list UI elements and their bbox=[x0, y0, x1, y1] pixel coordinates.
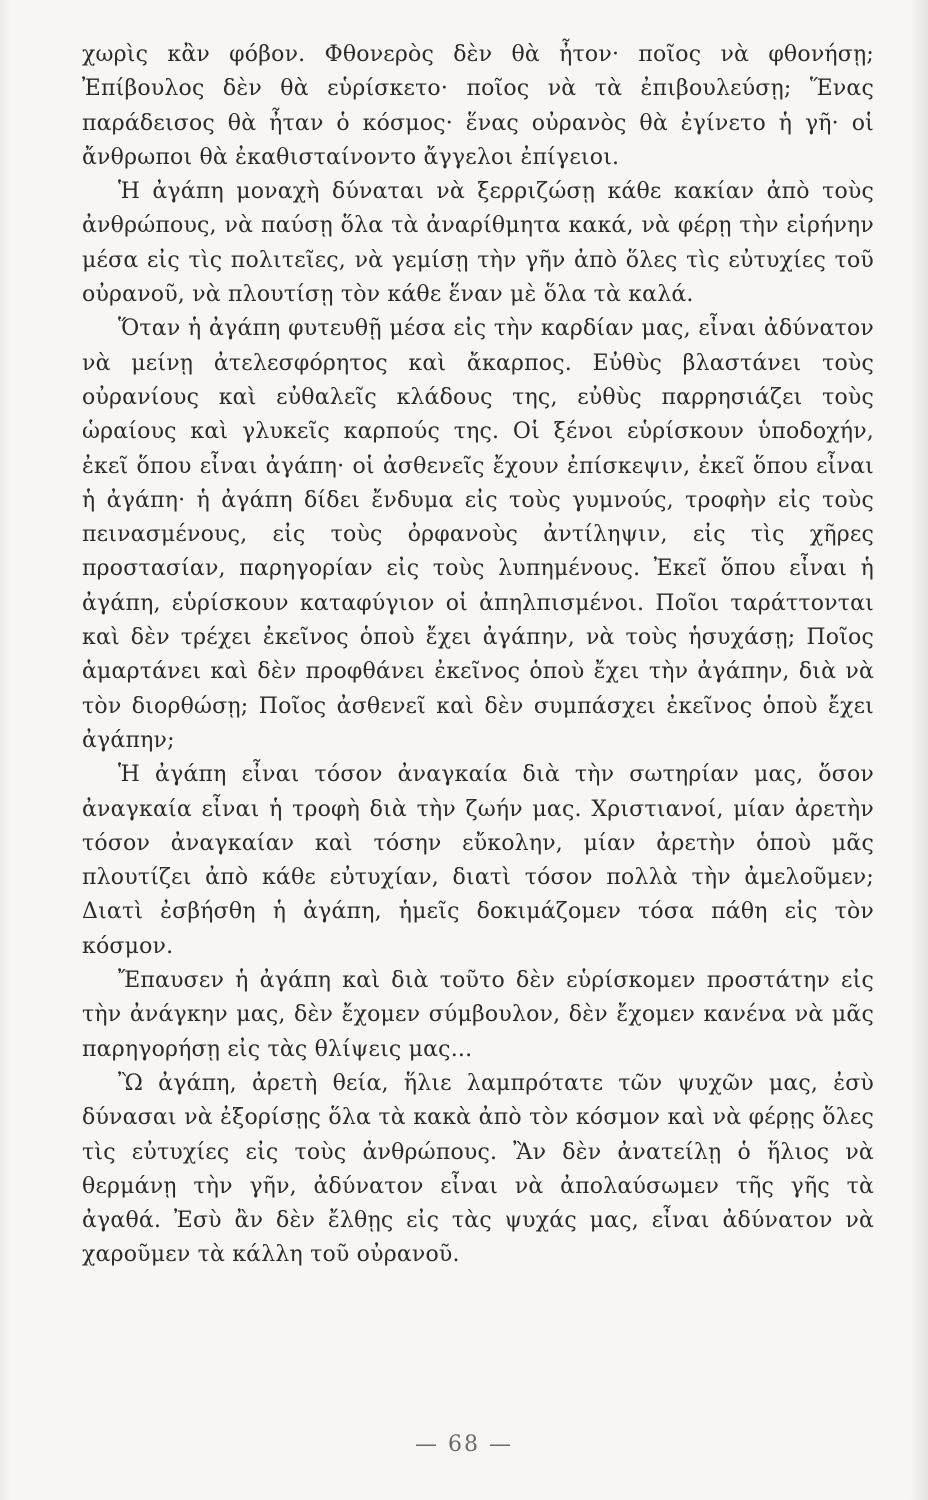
paragraph: Ἡ ἀγάπη μοναχὴ δύναται νὰ ξερριζώσῃ κάθε κακίαν ἀπὸ τοὺς ἀνθρώπους, νὰ παύσῃ ὅλα τὰ ἀναρίθμητα κακά, νὰ φέρῃ τὴν εἰρήνην μέσα εἰς τὶς πολιτεῖες, νὰ γεμίσῃ τὴν γῆν ἀπὸ ὅλες τὶς εὐτυχίες τοῦ οὐρανοῦ, νὰ πλουτίσῃ τὸν κάθε ἕναν μὲ ὅλα τὰ καλά. bbox=[82, 179, 874, 308]
page-number: — 68 — bbox=[415, 1432, 513, 1457]
paragraph: Ὢ ἀγάπη, ἀρετὴ θεία, ἥλιε λαμπρότατε τῶν ψυχῶν μας, ἐσὺ δύνασαι νὰ ἐξορίσῃς ὅλα τὰ κακὰ ἀπὸ τὸν κόσμον καὶ νὰ φέρῃς ὅλες τὶς εὐτυχίες εἰς τοὺς ἀνθρώπους. Ἂν δὲν ἀνατείλῃ ὁ ἥλιος νὰ θερμάνῃ τὴν γῆν, ἀδύνατον εἶναι νὰ ἀπολαύσωμεν τῆς γῆς τὰ ἀγαθά. Ἐσὺ ἂν δὲν ἔλθῃς εἰς τὰς ψυχάς μας, εἶναι ἀδύνατον νὰ χαροῦμεν τὰ κάλλη τοῦ οὐρανοῦ. bbox=[82, 1070, 874, 1268]
page-edge-shadow-left bbox=[0, 0, 10, 1500]
body-text bbox=[82, 38, 874, 1273]
paragraph-continuation: χωρὶς κἂν φόβον. Φθονερὸς δὲν θὰ ἦτον· ποῖος νὰ φθονήσῃ; Ἐπίβουλος δὲν θὰ εὑρίσκετο· ποῖος νὰ τὰ ἐπιβουλεύσῃ; Ἕνας παράδεισος θὰ ἦταν ὁ κόσμος· ἕνας οὐρανὸς θὰ ἐγίνετο ἡ γῆ· οἱ ἄνθρωποι θὰ ἐκαθισταίνοντο ἄγγελοι ἐπίγειοι. bbox=[82, 42, 874, 170]
page-edge-shadow-right bbox=[910, 0, 928, 1500]
paragraph: Ὅταν ἡ ἀγάπη φυτευθῇ μέσα εἰς τὴν καρδίαν μας, εἶναι ἀδύνατον νὰ μείνῃ ἀτελεσφόρητος καὶ ἄκαρπος. Εὐθὺς βλαστάνει τοὺς οὐρανίους καὶ εὐθαλεῖς κλάδους της, εὐθὺς παρρησιάζει τοὺς ὡραίους καὶ γλυκεῖς καρπούς της. Οἱ ξένοι εὑρίσκουν ὑποδοχήν, ἐκεῖ ὅπου εἶναι ἀγάπη· οἱ ἀσθενεῖς ἔχουν ἐπίσκεψιν, ἐκεῖ ὅπου εἶναι ἡ ἀγάπη· ἡ ἀγάπη δίδει ἔνδυμα εἰς τοὺς γυμνούς, τροφὴν εἰς τοὺς πεινασμένους, εἰς τοὺς ὀρφανοὺς ἀντίληψιν, εἰς τὶς χῆρες προστασίαν, παρηγορίαν εἰς τοὺς λυπημένους. Ἐκεῖ ὅπου εἶναι ἡ ἀγάπη, εὑρίσκουν καταφύγιον οἱ ἀπηλπισμένοι. Ποῖοι ταράττονται καὶ δὲν τρέχει ἐκεῖνος ὁποὺ ἔχει ἀγάπην, νὰ τοὺς ἡσυχάσῃ; Ποῖος ἁμαρτάνει καὶ δὲν προφθάνει ἐκεῖνος ὁποὺ ἔχει τὴν ἀγάπην, διὰ νὰ τὸν διορθώσῃ; Ποῖος ἀσθενεῖ καὶ δὲν συμπάσχει ἐκεῖνος ὁποὺ ἔχει ἀγάπην; bbox=[82, 316, 874, 753]
paragraph: Ἔπαυσεν ἡ ἀγάπη καὶ διὰ τοῦτο δὲν εὑρίσκομεν προστάτην εἰς τὴν ἀνάγκην μας, δὲν ἔχομεν σύμβουλον, δὲν ἔχομεν κανένα νὰ μᾶς παρηγορήσῃ εἰς τὰς θλίψεις μας... bbox=[82, 968, 874, 1062]
paragraph: Ἡ ἀγάπη εἶναι τόσον ἀναγκαία διὰ τὴν σωτηρίαν μας, ὅσον ἀναγκαία εἶναι ἡ τροφὴ διὰ τὴν ζωήν μας. Χριστιανοί, μίαν ἀρετὴν τόσον ἀναγκαίαν καὶ τόσην εὔκολην, μίαν ἀρετὴν ὁποὺ μᾶς πλουτίζει ἀπὸ κάθε εὐτυχίαν, διατὶ τόσον πολλὰ τὴν ἀμελοῦμεν; Διατὶ ἐσβήσθη ἡ ἀγάπη, ἡμεῖς δοκιμάζομεν τόσα πάθη εἰς τὸν κόσμον. bbox=[82, 762, 874, 959]
